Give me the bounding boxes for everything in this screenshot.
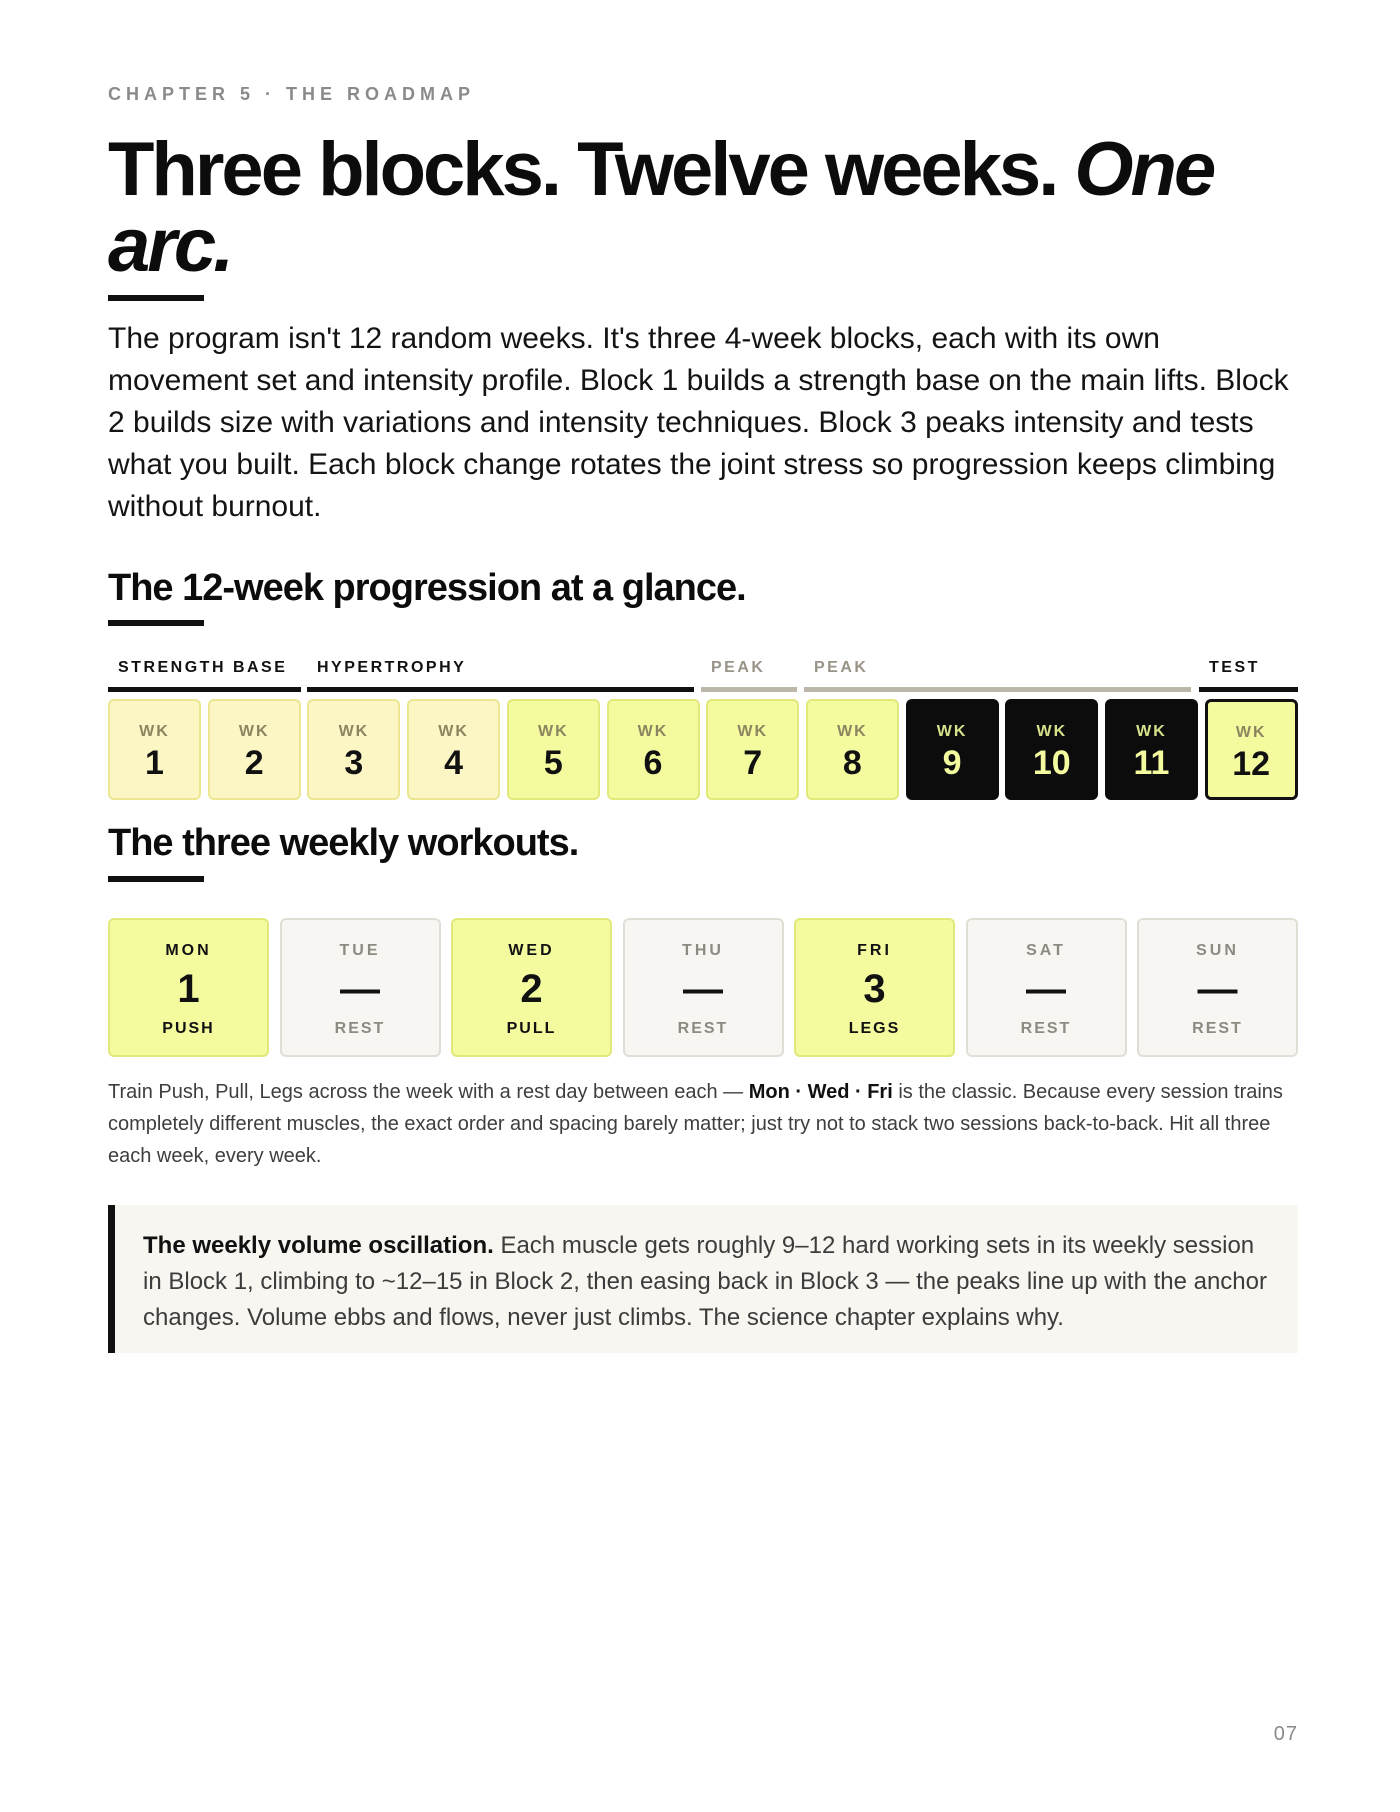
- week-number: 1: [145, 744, 164, 782]
- day-type: PULL: [506, 1020, 557, 1037]
- callout-lead: The weekly volume oscillation.: [143, 1232, 494, 1259]
- week-label: WK: [837, 723, 868, 740]
- day-type: LEGS: [848, 1020, 901, 1037]
- week-label: WK: [737, 723, 769, 740]
- day-tile-tue: [280, 918, 441, 1057]
- day-type: REST: [1020, 1020, 1072, 1037]
- week-tile-11: [1105, 699, 1198, 800]
- week-number: 9: [942, 744, 962, 782]
- day-value: —: [683, 967, 723, 1011]
- title-main: Three blocks. Twelve weeks.: [108, 127, 1075, 212]
- week-label: WK: [1136, 723, 1167, 740]
- week-number: 6: [643, 744, 663, 782]
- week-label: WK: [1235, 724, 1267, 741]
- phase-peak-1: PEAK: [701, 656, 797, 692]
- intro-paragraph: The program isn't 12 random weeks. It's three 4-week blocks, each with its own movement set and intensity profile. Block 1 builds a strength base on the main lifts. Block 2 builds size with variations and intensity techniques. Block 3 peaks intensity and tests what you built. Each block change rotates the joint stress so progression keeps climbing without burnout.: [108, 322, 1289, 523]
- week-tile-4: [407, 699, 500, 800]
- phase-peak-2: PEAK: [804, 656, 1191, 692]
- day-tile-sat: [966, 918, 1127, 1057]
- week-tile-9: [906, 699, 999, 800]
- week-tile-8: [806, 699, 899, 800]
- callout-text: [143, 1228, 1268, 1336]
- week-tile-10: [1005, 699, 1098, 800]
- title-rule: [108, 295, 204, 301]
- week-label: WK: [537, 723, 569, 740]
- note-highlight: Mon · Wed · Fri: [748, 1081, 893, 1103]
- day-tile-sun: [1137, 918, 1298, 1057]
- day-value: —: [1197, 967, 1238, 1011]
- week-tile-1: [108, 699, 201, 800]
- week-label: WK: [338, 723, 370, 740]
- week-label: WK: [438, 723, 469, 740]
- phase-hypertrophy: HYPERTROPHY: [307, 656, 694, 692]
- day-name: FRI: [857, 942, 892, 959]
- day-type: REST: [677, 1020, 729, 1037]
- day-tile-wed: [451, 918, 612, 1057]
- note-text-before: Train Push, Pull, Legs across the week with a rest day between each —: [108, 1081, 749, 1103]
- week-number: 11: [1133, 744, 1170, 782]
- week-label: WK: [637, 723, 669, 740]
- week-number: 7: [743, 744, 763, 782]
- day-tile-fri: [794, 918, 955, 1057]
- page-title: [108, 127, 1298, 288]
- page-number: 07: [1273, 1723, 1298, 1745]
- week-tile-2: [208, 699, 301, 800]
- phase-strength-base: STRENGTH BASE: [108, 656, 301, 692]
- chapter-eyebrow: CHAPTER 5 · THE ROADMAP: [108, 84, 476, 104]
- day-value: —: [1026, 967, 1066, 1011]
- day-type: REST: [1192, 1020, 1243, 1037]
- title-emphasis: One arc.: [108, 127, 1214, 288]
- day-name: WED: [508, 942, 555, 959]
- week-label: WK: [139, 723, 170, 740]
- week-number: 12: [1232, 745, 1271, 783]
- week-number: 2: [244, 744, 264, 782]
- week-tile-3: [307, 699, 400, 800]
- week-tile-6: [607, 699, 700, 800]
- note-text-after: is the classic. Because every session trains completely different muscles, the exact order and spacing barely matter; just try not to stack two sessions back-to-back. Hit all three each week, every week.: [108, 1081, 1283, 1167]
- week-label: WK: [1036, 723, 1068, 740]
- day-value: 2: [520, 967, 543, 1011]
- week-number: 4: [444, 744, 464, 782]
- day-name: THU: [682, 942, 724, 959]
- week-label: WK: [936, 723, 968, 740]
- week-number: 8: [842, 744, 862, 782]
- day-name: TUE: [339, 942, 381, 959]
- day-type: REST: [334, 1020, 386, 1037]
- phase-test: TEST: [1199, 656, 1298, 692]
- schedule-note: [108, 1076, 1298, 1172]
- week-number: 5: [543, 744, 563, 782]
- progression-heading: The 12-week progression at a glance.: [108, 567, 746, 609]
- week-number: 3: [344, 744, 364, 782]
- day-tile-mon: [108, 918, 269, 1057]
- day-type: PUSH: [162, 1020, 215, 1037]
- week-label: WK: [238, 723, 270, 740]
- progression-rule: [108, 620, 204, 626]
- day-tile-thu: [623, 918, 784, 1057]
- callout-body: Each muscle gets roughly 9–12 hard working sets in its weekly session in Block 1, climbing to ~12–15 in Block 2, then easing back in Block 3 — the peaks line up with the anchor changes. Volume ebbs and flows, never just climbs. The science chapter explains why.: [143, 1232, 1267, 1331]
- day-name: MON: [165, 942, 212, 959]
- week-number: 10: [1032, 744, 1071, 782]
- day-value: —: [340, 967, 380, 1011]
- week-tile-7: [706, 699, 799, 800]
- day-name: SUN: [1196, 942, 1239, 959]
- workouts-rule: [108, 876, 204, 882]
- day-name: SAT: [1026, 942, 1066, 959]
- day-value: 3: [863, 967, 886, 1011]
- workouts-heading: The three weekly workouts.: [108, 822, 579, 864]
- week-tile-5: [507, 699, 600, 800]
- day-value: 1: [177, 967, 200, 1011]
- week-tile-12: [1205, 699, 1298, 800]
- volume-callout: [108, 1205, 1298, 1353]
